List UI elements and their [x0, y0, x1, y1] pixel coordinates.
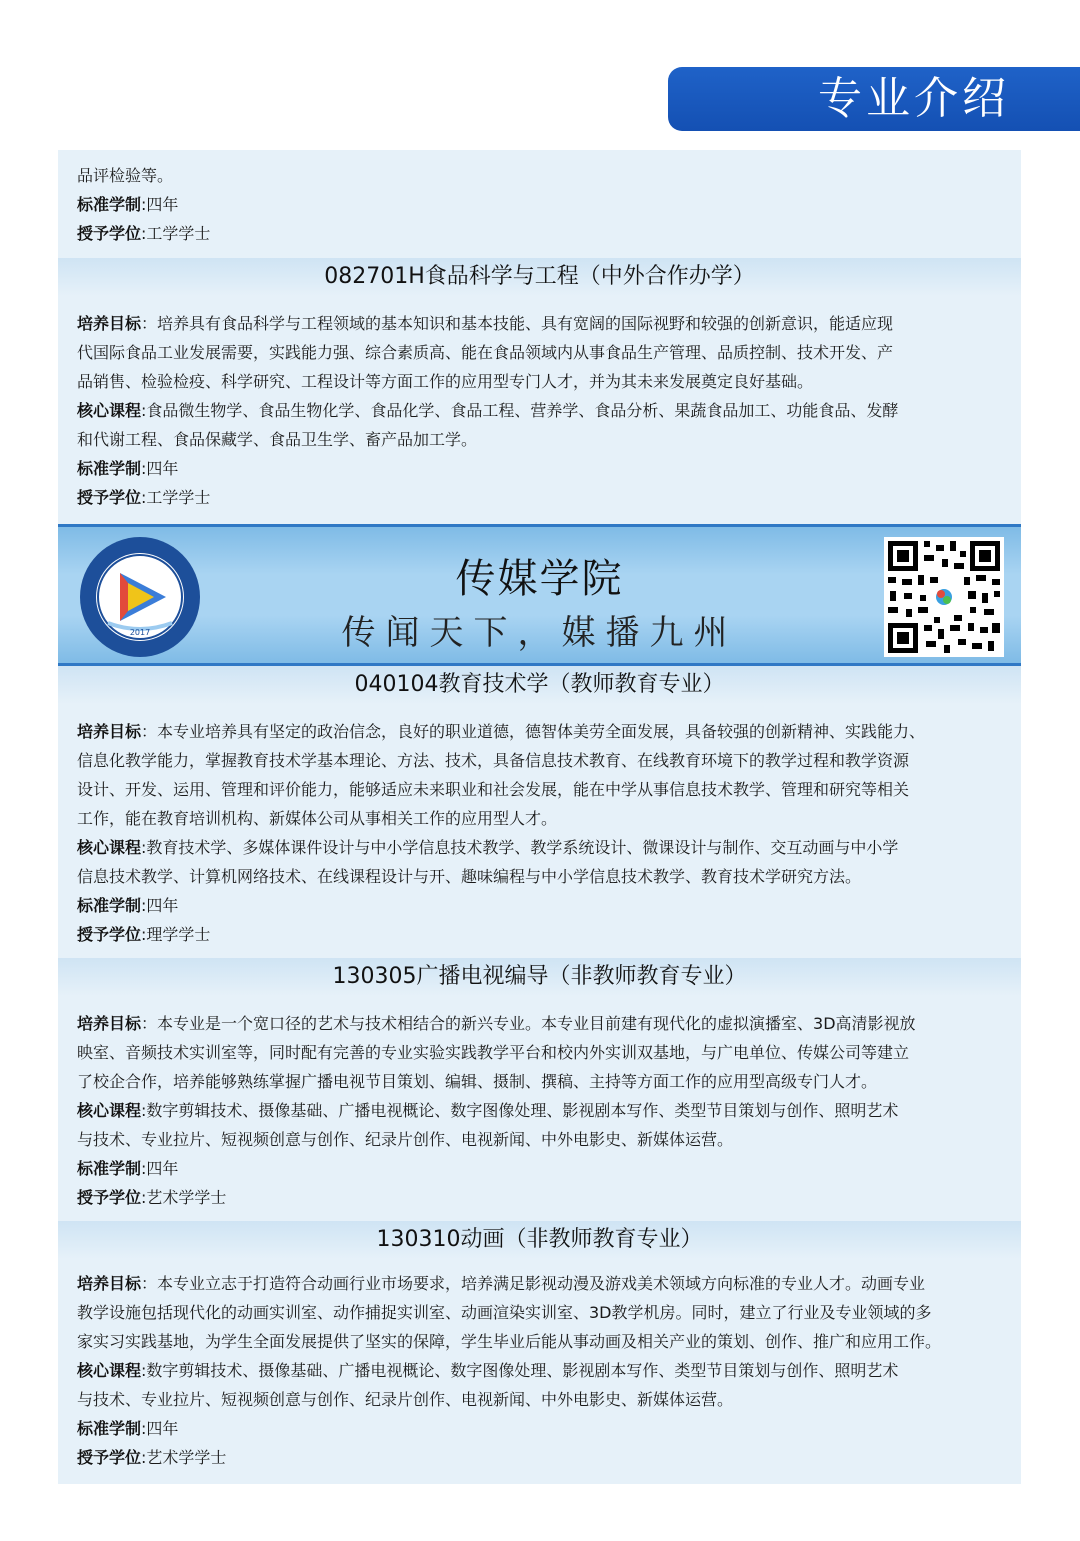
course-label: 核心课程	[77, 838, 142, 857]
major-duration	[77, 891, 1007, 920]
major-degree	[77, 483, 1007, 512]
college-name: 传媒学院	[455, 556, 624, 602]
major-goal-line	[77, 1269, 1007, 1298]
major-title-bar	[58, 1221, 1021, 1259]
degree-value: :工学学士	[141, 224, 211, 243]
degree-label: 授予学位	[77, 925, 142, 944]
course-label: 核心课程	[77, 1101, 142, 1120]
major-course-line	[77, 833, 1007, 862]
degree-label: 授予学位	[77, 1188, 142, 1207]
duration-value: :四年	[141, 1159, 179, 1178]
major-course-line: 信息技术教学、计算机网络技术、在线课程设计与开、趣味编程与中小学信息技术教学、教育技术学研究方法。	[77, 867, 862, 886]
major-goal-line: 设计、开发、运用、管理和评价能力，能够适应未来职业和社会发展，能在中学从事信息技术教学、管理和研究等相关	[77, 780, 910, 799]
major-title-bar	[58, 958, 1021, 996]
major-duration	[77, 454, 1007, 483]
major-goal-line: 家实习实践基地，为学生全面发展提供了坚实的保障，学生毕业后能从事动画及相关产业的策划、创作、推广和应用工作。	[77, 1332, 942, 1351]
duration-label: 标准学制	[77, 1419, 142, 1438]
major-title-bar	[58, 666, 1021, 704]
major-goal-line: 品销售、检验检疫、科学研究、工程设计等方面工作的应用型专门人才，并为其未来发展奠定良好基础。	[77, 372, 814, 391]
degree-value: :艺术学学士	[141, 1188, 227, 1207]
course-text: :数字剪辑技术、摄像基础、广播电视概论、数字图像处理、影视剧本写作、类型节目策划与创作、照明艺术	[141, 1101, 899, 1120]
course-label: 核心课程	[77, 401, 142, 420]
major-title: 040104教育技术学（教师教育专业）	[354, 672, 725, 697]
course-label: 核心课程	[77, 1361, 142, 1380]
major-course-line	[77, 396, 1007, 425]
degree-label: 授予学位	[77, 1448, 142, 1467]
major-duration	[77, 1154, 1007, 1183]
duration-label: 标准学制	[77, 459, 142, 478]
goal-text: ：本专业培养具有坚定的政治信念，良好的职业道德，德智体美劳全面发展，具备较强的创新精神、实践能力、	[141, 722, 926, 741]
major-degree	[77, 1443, 1007, 1472]
duration-value: :四年	[141, 1419, 179, 1438]
qr-code-icon[interactable]	[884, 537, 1004, 657]
major-goal-line: 教学设施包括现代化的动画实训室、动作捕捉实训室、动画渲染实训室、3D教学机房。同时，建立了行业及专业领域的多	[77, 1303, 932, 1322]
major-goal-line: 映室、音频技术实训室等，同时配有完善的专业实验实践教学平台和校内外实训双基地，与广电单位、传媒公司等建立	[77, 1043, 910, 1062]
degree-value: :艺术学学士	[141, 1448, 227, 1467]
course-text: :教育技术学、多媒体课件设计与中小学信息技术教学、教学系统设计、微课设计与制作、交互动画与中小学	[141, 838, 899, 857]
major-goal-line: 信息化教学能力，掌握教育技术学基本理论、方法、技术，具备信息技术教育、在线教育环境下的教学过程和教学资源	[77, 751, 910, 770]
section-title: 专业介绍	[818, 73, 1010, 124]
section-tab	[668, 67, 1080, 131]
major-goal-line	[77, 1009, 1007, 1038]
major-title: 082701H食品科学与工程（中外合作办学）	[324, 264, 755, 289]
major-title: 130305广播电视编导（非教师教育专业）	[332, 964, 747, 989]
intro-tail-text: 品评检验等。	[77, 166, 174, 185]
college-banner	[58, 524, 1021, 666]
major-title-bar	[58, 258, 1021, 296]
degree-label: 授予学位	[77, 224, 142, 243]
goal-label: 培养目标	[77, 1014, 142, 1033]
major-degree	[77, 920, 1007, 949]
goal-label: 培养目标	[77, 1274, 142, 1293]
duration-label: 标准学制	[77, 1159, 142, 1178]
major-goal-line: 代国际食品工业发展需要，实践能力强、综合素质高、能在食品领域内从事食品生产管理、品质控制、技术开发、产	[77, 343, 894, 362]
logo-year: 2017	[129, 628, 151, 637]
course-text: :数字剪辑技术、摄像基础、广播电视概论、数字图像处理、影视剧本写作、类型节目策划与创作、照明艺术	[141, 1361, 899, 1380]
goal-text: ：本专业立志于打造符合动画行业市场要求，培养满足影视动漫及游戏美术领域方向标准的专业人才。动画专业	[141, 1274, 926, 1293]
college-motto: 传闻天下，媒播九州	[341, 613, 738, 653]
goal-label: 培养目标	[77, 314, 142, 333]
degree-value: :理学学士	[141, 925, 211, 944]
major-course-line	[77, 1356, 1007, 1385]
goal-text: ：本专业是一个宽口径的艺术与技术相结合的新兴专业。本专业目前建有现代化的虚拟演播室、3D高清影视放	[141, 1014, 916, 1033]
major-duration	[77, 1414, 1007, 1443]
duration-label: 标准学制	[77, 896, 142, 915]
course-text: :食品微生物学、食品生物化学、食品化学、食品工程、营养学、食品分析、果蔬食品加工、功能食品、发酵	[141, 401, 899, 420]
major-goal-line	[77, 717, 1007, 746]
degree-label: 授予学位	[77, 488, 142, 507]
major-course-line: 和代谢工程、食品保藏学、食品卫生学、畜产品加工学。	[77, 430, 478, 449]
goal-text: ：培养具有食品科学与工程领域的基本知识和基本技能、具有宽阔的国际视野和较强的创新意识，能适应现	[141, 314, 894, 333]
major-course-line: 与技术、专业拉片、短视频创意与创作、纪录片创作、电视新闻、中外电影史、新媒体运营。	[77, 1130, 734, 1149]
major-course-line	[77, 1096, 1007, 1125]
major-goal-line: 工作，能在教育培训机构、新媒体公司从事相关工作的应用型人才。	[77, 809, 558, 828]
major-degree	[77, 1183, 1007, 1212]
degree-value: :工学学士	[141, 488, 211, 507]
intro-degree	[77, 219, 1007, 248]
duration-label: 标准学制	[77, 195, 142, 214]
duration-value: :四年	[141, 195, 179, 214]
major-goal-line	[77, 309, 1007, 338]
major-title: 130310动画（非教师教育专业）	[376, 1227, 703, 1252]
major-course-line: 与技术、专业拉片、短视频创意与创作、纪录片创作、电视新闻、中外电影史、新媒体运营。	[77, 1390, 734, 1409]
major-goal-line: 了校企合作，培养能够熟练掌握广播电视节目策划、编辑、摄制、撰稿、主持等方面工作的应用型高级专门人才。	[77, 1072, 878, 1091]
intro-duration	[77, 190, 1007, 219]
duration-value: :四年	[141, 459, 179, 478]
goal-label: 培养目标	[77, 722, 142, 741]
duration-value: :四年	[141, 896, 179, 915]
